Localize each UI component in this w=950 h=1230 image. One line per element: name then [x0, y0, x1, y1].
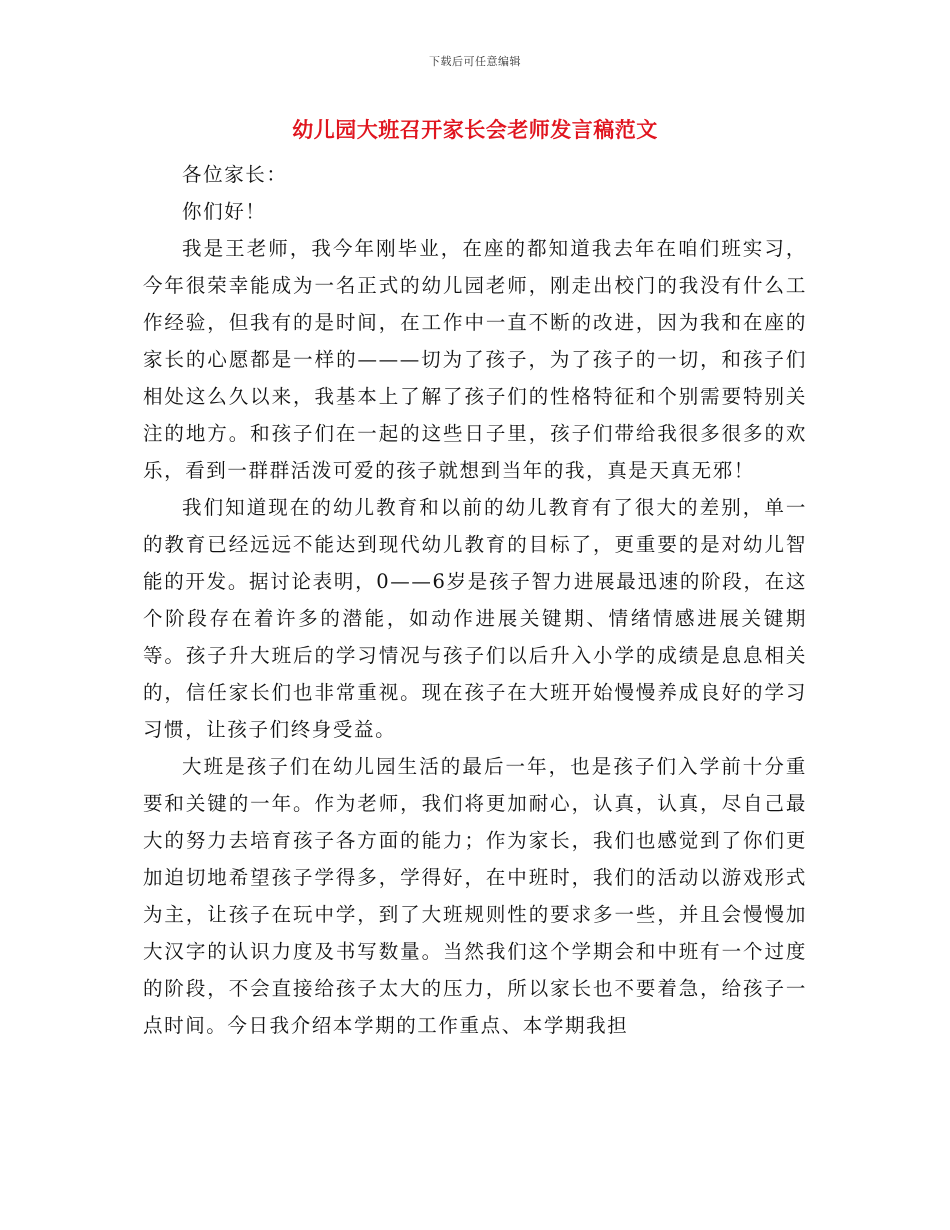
document-body — [143, 156, 807, 1044]
paragraph-education: 我们知道现在的幼儿教育和以前的幼儿教育有了很大的差别，单一的教育已经远远不能达到现代幼儿教育的目标了，更重要的是对幼儿智能的开发。据讨论表明，0——6岁是孩子智力进展最迅速的阶段，在这个阶段存在着许多的潜能，如动作进展关键期、情绪情感进展关键期等。孩子升大班后的学习情况与孩子们以后升入小学的成绩是息息相关的，信任家长们也非常重视。现在孩子在大班开始慢慢养成良好的学习习惯，让孩子们终身受益。 — [143, 496, 807, 741]
paragraph-greeting: 你们好！ — [182, 200, 267, 223]
paragraph-introduction: 我是王老师，我今年刚毕业，在座的都知道我去年在咱们班实习，今年很荣幸能成为一名正式的幼儿园老师，刚走出校门的我没有什么工作经验，但我有的是时间，在工作中一直不断的改进，因为我和在座的家长的心愿都是一样的———切为了孩子，为了孩子的一切，和孩子们相处这么久以来，我基本上了解了孩子们的性格特征和个别需要特别关注的地方。和孩子们在一起的这些日子里，孩子们带给我很多很多的欢乐，看到一群群活泼可爱的孩子就想到当年的我，真是天真无邪！ — [143, 237, 807, 482]
paragraph-salutation: 各位家长： — [182, 163, 288, 186]
paragraph-senior-class: 大班是孩子们在幼儿园生活的最后一年，也是孩子们入学前十分重要和关键的一年。作为老师，我们将更加耐心，认真，认真，尽自己最大的努力去培育孩子各方面的能力；作为家长，我们也感觉到了你们更加迫切地希望孩子学得多，学得好，在中班时，我们的活动以游戏形式为主，让孩子在玩中学，到了大班规则性的要求多一些，并且会慢慢加大汉字的认识力度及书写数量。当然我们这个学期会和中班有一个过度的阶段，不会直接给孩子太大的压力，所以家长也不要着急，给孩子一点时间。今日我介绍本学期的工作重点、本学期我担 — [143, 755, 807, 1037]
page-header-note: 下载后可任意编辑 — [429, 55, 521, 68]
document-title: 幼儿园大班召开家长会老师发言稿范文 — [292, 117, 658, 142]
